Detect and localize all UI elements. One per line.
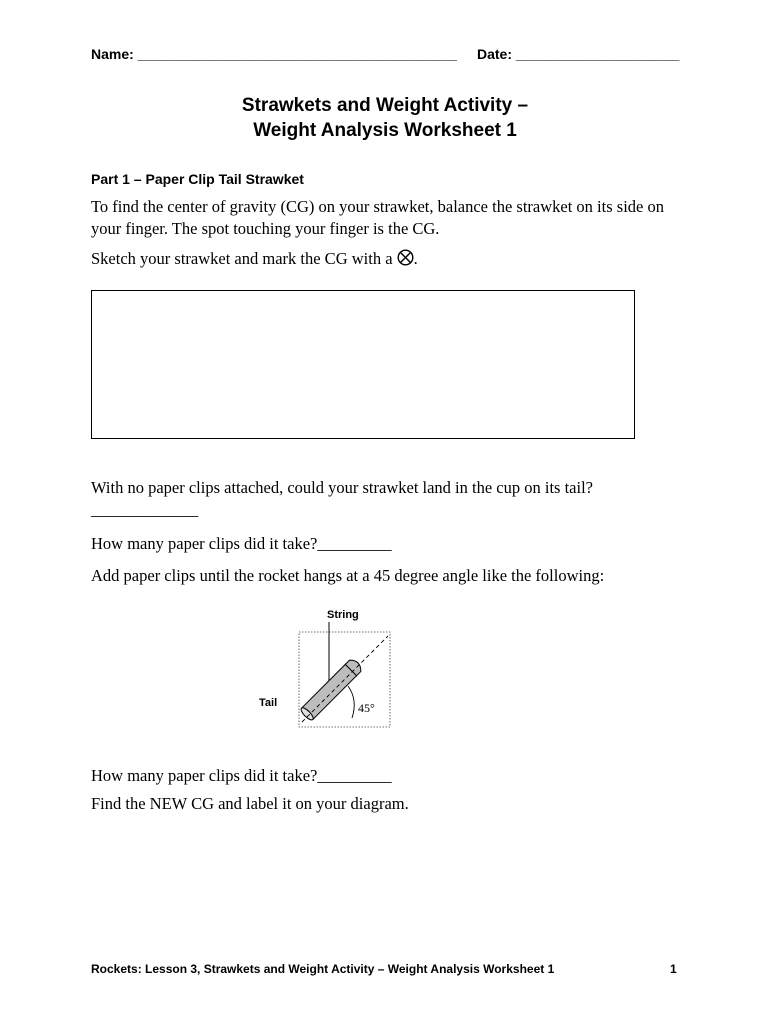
sketch-instruction-text: Sketch your strawket and mark the CG with a — [91, 249, 393, 268]
add-clips-instruction: Add paper clips until the rocket hangs at a 45 degree angle like the following: — [91, 566, 605, 585]
cg-symbol-icon — [397, 249, 414, 266]
question-how-many-1: How many paper clips did it take?_________ — [91, 534, 392, 553]
find-new-cg-instruction: Find the NEW CG and label it on your diagram. — [91, 794, 409, 813]
date-label: Date: _____________________ — [477, 46, 680, 62]
string-label: String — [327, 609, 359, 621]
tail-label: Tail — [259, 697, 278, 709]
angle-label: 45° — [358, 701, 375, 715]
part1-heading: Part 1 – Paper Clip Tail Strawket — [91, 171, 304, 187]
sketch-area[interactable] — [91, 290, 635, 439]
strawket-diagram — [250, 600, 410, 735]
footer-text: Rockets: Lesson 3, Strawkets and Weight Activity – Weight Analysis Worksheet 1 — [91, 962, 555, 976]
page-title — [0, 93, 770, 143]
title-line-2: Weight Analysis Worksheet 1 — [253, 120, 517, 141]
question-no-clips: With no paper clips attached, could your strawket land in the cup on its tail?_____________ — [91, 478, 593, 519]
title-line-1: Strawkets and Weight Activity – — [241, 95, 529, 116]
sketch-instruction-period: . — [413, 249, 418, 268]
sketch-instruction — [91, 248, 671, 270]
question-how-many-2: How many paper clips did it take?_________ — [91, 766, 392, 785]
instruction-paragraph: To find the center of gravity (CG) on your strawket, balance the strawket on its side on your finger. The spot touching your finger is the CG. — [91, 197, 664, 238]
page-number: 1 — [670, 962, 677, 976]
name-label: Name: _________________________________________ — [91, 46, 457, 62]
